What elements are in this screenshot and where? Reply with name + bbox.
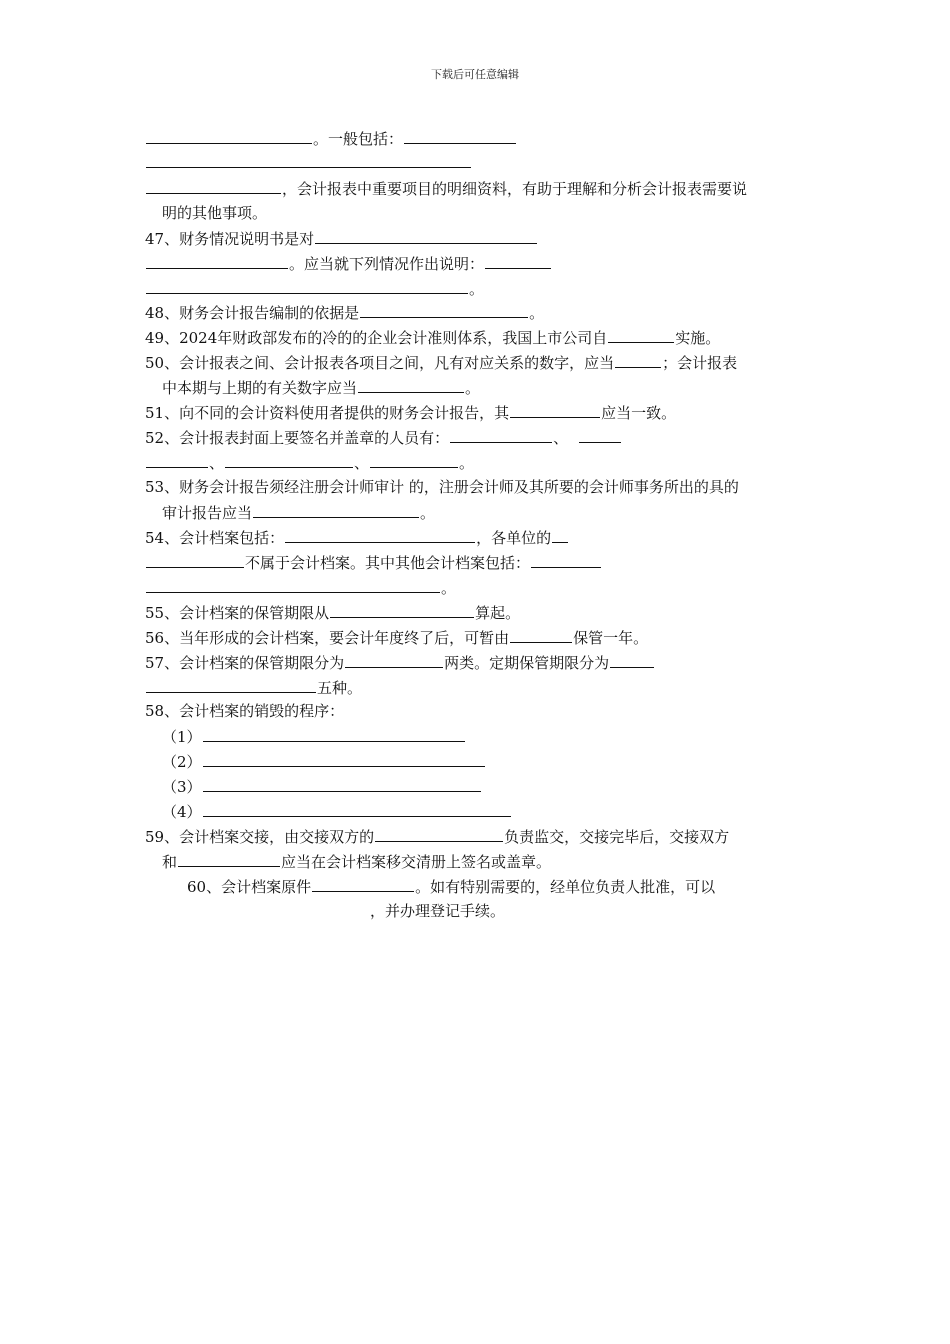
question-60-line2: ，并办理登记手续。	[370, 902, 506, 920]
step-1	[162, 726, 466, 747]
text: ；会计报表	[662, 354, 738, 372]
text: 应当在会计档案移交清册上签名或盖章。	[281, 853, 552, 871]
text: 56、当年形成的会计档案，要会计年度终了后，可暂由	[145, 629, 510, 647]
question-54	[145, 527, 569, 548]
question-57-line2	[145, 677, 362, 698]
text: 59、会计档案交接，由交接双方的	[145, 828, 375, 846]
text: 54、会计档案包括：	[145, 529, 285, 547]
question-57	[145, 652, 655, 673]
question-56	[145, 627, 648, 648]
question-50-line2	[162, 377, 480, 398]
text: 55、会计档案的保管期限从	[145, 604, 330, 622]
blank	[146, 152, 471, 168]
text: （2）	[162, 753, 202, 771]
blank	[531, 552, 601, 568]
blank	[370, 452, 458, 468]
question-47	[145, 228, 538, 249]
text: 负责监交，交接完毕后，交接双方	[504, 828, 730, 846]
blank	[552, 527, 568, 543]
text: 不属于会计档案。其中其他会计档案包括：	[245, 554, 531, 572]
blank	[146, 577, 440, 593]
text: 47、财务情况说明书是对	[145, 230, 315, 248]
line-46-part4: 明的其他事项。	[162, 204, 268, 222]
text: 50、会计报表之间、会计报表各项目之间，凡有对应关系的数字，应当	[145, 354, 615, 372]
line-46-part2	[145, 152, 472, 173]
text: 。一般包括：	[313, 130, 404, 148]
blank	[615, 352, 661, 368]
text: （1）	[162, 728, 202, 746]
text: 、	[209, 454, 225, 472]
blank	[253, 502, 419, 518]
blank	[203, 726, 465, 742]
text: 。	[420, 504, 436, 522]
text: （3）	[162, 778, 202, 796]
text: 、	[354, 454, 370, 472]
blank	[579, 427, 621, 443]
text: 、	[553, 429, 569, 447]
text: 和	[162, 853, 178, 871]
text: 57、会计档案的保管期限分为	[145, 654, 345, 672]
blank	[203, 801, 511, 817]
blank	[330, 602, 474, 618]
text: 。	[441, 579, 457, 597]
blank	[285, 527, 475, 543]
question-60	[187, 876, 715, 897]
question-59	[145, 826, 729, 847]
text: 应当一致。	[601, 404, 677, 422]
blank	[345, 652, 443, 668]
question-53: 53、财务会计报告须经注册会计师审计 的，注册会计师及其所要的会计师事务所出的具的	[145, 478, 739, 496]
blank	[146, 552, 244, 568]
blank	[203, 776, 481, 792]
text: （4）	[162, 803, 202, 821]
text: 。应当就下列情况作出说明：	[289, 255, 485, 273]
text: 49、2024年财政部发布的冷的的企业会计准则体系，我国上市公司自	[145, 329, 608, 347]
text: ，会计报表中重要项目的明细资料，有助于理解和分析会计报表需要说	[282, 180, 748, 198]
blank	[510, 402, 600, 418]
blank	[312, 876, 414, 892]
question-47-line3	[145, 278, 484, 299]
blank	[358, 377, 464, 393]
blank	[146, 677, 316, 693]
question-50	[145, 352, 737, 373]
line-46-part3	[145, 178, 747, 199]
question-51	[145, 402, 676, 423]
text: 算起。	[475, 604, 521, 622]
text: 中本期与上期的有关数字应当	[162, 379, 358, 397]
question-58: 58、会计档案的销毁的程序：	[145, 702, 345, 720]
blank	[610, 652, 654, 668]
line-46-part1	[145, 128, 517, 149]
text: 。	[529, 304, 545, 322]
question-53-line2	[162, 502, 435, 523]
text: 52、会计报表封面上要签名并盖章的人员有：	[145, 429, 450, 447]
question-54-line2	[145, 552, 602, 573]
step-3	[162, 776, 482, 797]
question-47-line2	[145, 253, 552, 274]
blank	[360, 302, 528, 318]
question-54-line3	[145, 577, 456, 598]
blank	[146, 178, 281, 194]
text: 。如有特别需要的，经单位负责人批准，可以	[415, 878, 716, 896]
text: 。	[469, 280, 485, 298]
question-52-line2	[145, 452, 474, 473]
blank	[203, 751, 485, 767]
question-55	[145, 602, 520, 623]
text: 保管一年。	[573, 629, 649, 647]
blank	[146, 452, 208, 468]
blank	[510, 627, 572, 643]
step-4	[162, 801, 512, 822]
text: 两类。定期保管期限分为	[444, 654, 610, 672]
text: 实施。	[675, 329, 721, 347]
question-49	[145, 327, 720, 348]
page-header: 下载后可任意编辑	[431, 68, 519, 81]
step-2	[162, 751, 486, 772]
blank	[485, 253, 551, 269]
blank	[178, 851, 280, 867]
question-52	[145, 427, 622, 448]
text: 。	[459, 454, 475, 472]
blank	[315, 228, 537, 244]
text: 审计报告应当	[162, 504, 253, 522]
blank	[450, 427, 552, 443]
blank	[146, 128, 312, 144]
text: 48、财务会计报告编制的依据是	[145, 304, 360, 322]
text: 五种。	[317, 679, 363, 697]
blank	[404, 128, 516, 144]
blank	[225, 452, 353, 468]
text: 60、会计档案原件	[187, 878, 312, 896]
blank	[146, 278, 468, 294]
blank	[608, 327, 674, 343]
text: 。	[465, 379, 481, 397]
question-59-line2	[162, 851, 551, 872]
text: ，各单位的	[476, 529, 552, 547]
question-48	[145, 302, 544, 323]
blank	[375, 826, 503, 842]
text: 51、向不同的会计资料使用者提供的财务会计报告，其	[145, 404, 510, 422]
blank	[146, 253, 288, 269]
